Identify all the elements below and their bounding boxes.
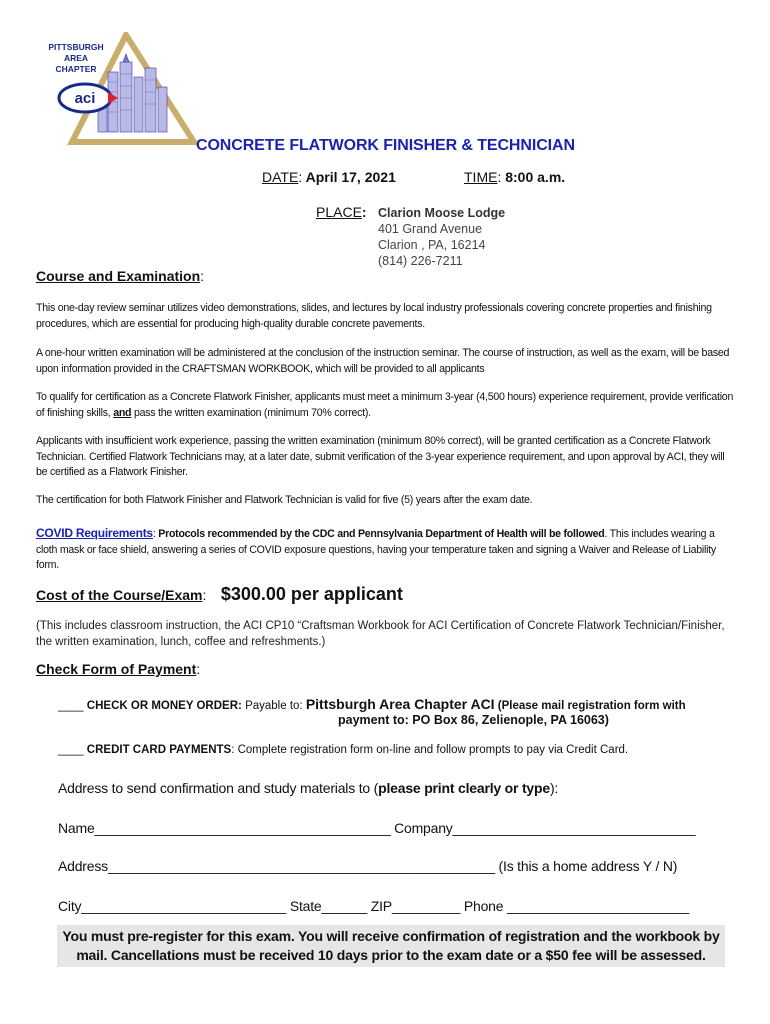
mail-address-text: payment to: PO Box 86, Zelienople, PA 16063) (338, 713, 609, 727)
address-heading-b: please print clearly or type (378, 780, 550, 796)
course-heading-text: Course and Examination (36, 268, 201, 284)
check-blank[interactable]: ____ (58, 700, 84, 712)
venue-phone: (814) 226-7211 (378, 254, 463, 268)
date-colon: : (298, 169, 303, 185)
time-label: TIME (464, 169, 498, 185)
place-colon: : (361, 204, 367, 220)
card-label: CREDIT CARD PAYMENTS (86, 744, 232, 756)
payable-to: Payable to: (245, 700, 303, 712)
mail-address-line (338, 713, 609, 727)
payment-heading-colon: : (196, 661, 201, 677)
address-field[interactable]: Address___________________________________________________ (Is this a home address Y / N) (58, 858, 678, 874)
notice-line1: You must pre-register for this exam. You will receive confirmation of registration and the workbook by (62, 928, 720, 944)
logo-line2: AREA (63, 53, 89, 63)
p3-text-a: To qualify for certification as a Concrete Flatwork Finisher, applicants must meet a minimum 3-year (4,500 hours) experience requirement, provide verification of finishing skills, (36, 391, 734, 419)
p3-text-b: pass the written examination (minimum 70% correct). (131, 406, 371, 419)
cost-note: (This includes classroom instruction, the ACI CP10 “Craftsman Workbook for ACI Certification of Concrete Flatwork Technician/Finisher, the written examination, lunch, coffee and refreshments.) (36, 620, 725, 648)
venue-city: Clarion , PA, 16214 (378, 238, 486, 252)
date-line (262, 169, 396, 185)
cost-line (36, 584, 403, 605)
logo-line3: CHAPTER (55, 64, 97, 74)
mail-note: (Please mail registration form with (497, 700, 686, 712)
venue-block (378, 205, 505, 269)
date-label: DATE (262, 169, 299, 185)
time-colon: : (497, 169, 502, 185)
name-company-field[interactable]: Name_______________________________________ Company________________________________ (58, 820, 696, 836)
card-blank[interactable]: ____ (58, 744, 84, 756)
place-label: PLACE (316, 204, 362, 220)
course-paragraph-3 (36, 390, 736, 421)
city-state-zip-phone-field[interactable]: City___________________________ State______ ZIP_________ Phone ________________________ (58, 898, 690, 914)
covid-colon: : (152, 528, 159, 540)
aci-chapter-logo (38, 32, 198, 150)
venue-name: Clarion Moose Lodge (378, 206, 506, 220)
venue-street: 401 Grand Avenue (378, 222, 483, 236)
cost-amount: $300.00 per applicant (220, 584, 403, 604)
course-paragraph-1: This one-day review seminar utilizes video demonstrations, slides, and lectures by local industry professionals covering concrete properties and finishing procedures, which are essential for producing high-quality durable concrete pavements. (36, 302, 712, 330)
covid-rest-text: . This includes wearing a cloth mask or face shield, answering a series of COVID exposure questions, having your temperature taken and signing a Waiver and Release of Liability form. (36, 528, 716, 571)
address-heading-a: Address to send confirmation and study materials to ( (58, 780, 379, 796)
cost-colon: : (202, 587, 207, 603)
check-option[interactable] (58, 696, 686, 712)
place-line (316, 204, 367, 220)
check-label: CHECK OR MONEY ORDER: (86, 700, 242, 712)
p3-and: and (113, 406, 132, 419)
address-heading-c: ): (549, 780, 559, 796)
course-paragraph-4: Applicants with insufficient work experience, passing the written examination (minimum 80% correct), will be granted certification as a Concrete Flatwork Technician. Certified Flatwork Technicians may, at a later date, submit verification of the 3-year experience requirement, and upon approval by ACI, they will be certified as a Flatwork Finisher. (36, 435, 725, 478)
time-line (464, 169, 565, 185)
credit-card-option[interactable] (58, 744, 628, 756)
payment-heading (36, 661, 200, 677)
covid-paragraph (36, 526, 736, 574)
logo-aci-text: aci (74, 90, 96, 107)
notice-line2: mail. Cancellations must be received 10 days prior to the exam date or a $50 fee will be assessed. (76, 947, 706, 963)
course-paragraph-5: The certification for both Flatwork Finisher and Flatwork Technician is valid for five (5) years after the exam date. (36, 494, 533, 506)
document-title: CONCRETE FLATWORK FINISHER & TECHNICIAN (196, 137, 575, 154)
time-value: 8:00 a.m. (505, 169, 566, 185)
payee: Pittsburgh Area Chapter ACI (305, 696, 495, 712)
covid-requirements-link[interactable]: COVID Requirements (36, 526, 153, 540)
preregister-notice (57, 925, 725, 967)
date-value: April 17, 2021 (305, 169, 396, 185)
course-heading-colon: : (200, 268, 205, 284)
payment-heading-text: Check Form of Payment (36, 661, 197, 677)
cost-heading: Cost of the Course/Exam (36, 587, 203, 603)
covid-bold-text: Protocols recommended by the CDC and Pennsylvania Department of Health will be followed (158, 528, 605, 540)
logo-line1: PITTSBURGH (48, 42, 104, 52)
course-heading (36, 268, 204, 284)
course-paragraph-2: A one-hour written examination will be administered at the conclusion of the instruction seminar. The course of instruction, as well as the exam, will be based upon information provided in the CRAFTSMAN WORKBOOK, which will be provided to all applicants (36, 347, 730, 375)
card-text: : Complete registration form on-line and follow prompts to pay via Credit Card. (231, 744, 629, 756)
address-heading (58, 780, 558, 796)
